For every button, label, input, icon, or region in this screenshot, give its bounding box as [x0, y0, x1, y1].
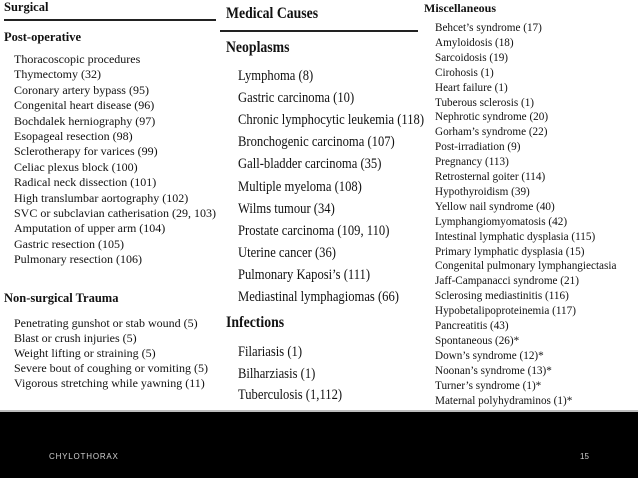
- list-item: Gall-bladder carcinoma (35): [238, 156, 382, 173]
- list-item: Gorham’s syndrome (22): [435, 126, 548, 139]
- list-item: Spontaneous (26)*: [435, 334, 520, 347]
- list-item: Chronic lymphocytic leukemia (118): [238, 112, 425, 129]
- list-item: Tuberculosis (1,112): [238, 387, 343, 403]
- list-item: Nephrotic syndrome (20): [435, 111, 549, 124]
- list-item: Cirohosis (1): [435, 66, 494, 79]
- list-item: Post-irradiation (9): [435, 141, 521, 154]
- list-item: Filariasis (1): [238, 344, 303, 360]
- list-item: Maternal polyhydraminos (1)*: [435, 394, 573, 407]
- list-item: Noonan’s syndrome (13)*: [435, 364, 552, 377]
- list-item: Primary lymphatic dysplasia (15): [435, 245, 585, 258]
- list-item: Blast or crush injuries (5): [14, 330, 137, 345]
- list-item: Intestinal lymphatic dysplasia (115): [435, 230, 596, 243]
- list-item: Behcet’s syndrome (17): [435, 22, 542, 34]
- medical-heading: Medical Causes: [226, 5, 319, 22]
- list-item: Hypobetalipoproteinemia (117): [435, 305, 576, 318]
- list-item: Tuberous sclerosis (1): [435, 96, 535, 109]
- list-item: Coronary artery bypass (95): [14, 82, 149, 97]
- list-item: Pancreatitis (43): [435, 320, 509, 332]
- list-item: Uterine cancer (36): [238, 244, 336, 261]
- trauma-heading: Non-surgical Trauma: [4, 291, 119, 305]
- infections-heading: Infections: [226, 314, 285, 331]
- list-item: Mediastinal lymphagiomas (66): [238, 289, 399, 305]
- list-item: Vigorous stretching while yawning (11): [14, 375, 205, 390]
- list-item: Congenital heart disease (96): [14, 98, 155, 113]
- list-item: Turner’s syndrome (1)*: [435, 379, 542, 392]
- list-item: Thymectomy (32): [14, 67, 101, 82]
- list-item: Sarcoidosis (19): [435, 51, 509, 64]
- list-item: Retrosternal goiter (114): [435, 171, 546, 183]
- list-item: Pregnancy (113): [435, 156, 509, 169]
- neoplasms-heading: Neoplasms: [226, 39, 290, 56]
- list-item: Yellow nail syndrome (40): [435, 200, 555, 213]
- medical-divider: [220, 30, 418, 32]
- list-item: Severe bout of coughing or vomiting (5): [14, 360, 208, 375]
- list-item: SVC or subclavian catherisation (29, 103): [14, 206, 216, 220]
- list-item: Amputation of upper arm (104): [14, 221, 166, 236]
- list-item: Sclerotherapy for varices (99): [14, 144, 158, 159]
- list-item: Bochdalek herniography (97): [14, 113, 156, 128]
- list-item: Hypothyroidism (39): [435, 185, 530, 198]
- slide-footer: [0, 412, 638, 478]
- list-item: Weight lifting or straining (5): [14, 345, 156, 360]
- postop-heading: Post-operative: [4, 30, 82, 44]
- list-item: Esopageal resection (98): [14, 129, 133, 143]
- list-item: Congenital pulmonary lymphangiectasia: [435, 260, 617, 273]
- list-item: Sclerosing mediastinitis (116): [435, 290, 569, 303]
- list-item: Bronchogenic carcinoma (107): [238, 134, 395, 151]
- list-item: Thoracoscopic procedures: [14, 52, 141, 66]
- list-item: Penetrating gunshot or stab wound (5): [14, 316, 198, 330]
- footer-title: CHYLOTHORAX: [49, 452, 119, 461]
- list-item: Celiac plexus block (100): [14, 159, 138, 174]
- misc-heading: Miscellaneous: [424, 1, 496, 15]
- list-item: Radical neck dissection (101): [14, 175, 157, 190]
- list-item: Down’s syndrome (12)*: [435, 349, 544, 362]
- list-item: Gastric carcinoma (10): [238, 90, 355, 107]
- list-item: Amyloidosis (18): [435, 36, 514, 49]
- list-item: Wilms tumour (34): [238, 200, 335, 217]
- page-number: 15: [580, 452, 589, 461]
- list-item: Gastric resection (105): [14, 236, 124, 251]
- surgical-divider: [4, 19, 216, 21]
- list-item: Jaff-Campanacci syndrome (21): [435, 275, 579, 288]
- list-item: Lymphangiomyomatosis (42): [435, 215, 568, 228]
- list-item: Bilharziasis (1): [238, 365, 316, 382]
- list-item: Pulmonary Kaposi’s (111): [238, 266, 371, 283]
- list-item: Multiple myeloma (108): [238, 178, 362, 195]
- list-item: Heart failure (1): [435, 81, 508, 94]
- list-item: Prostate carcinoma (109, 110): [238, 222, 390, 239]
- surgical-heading: Surgical: [4, 0, 49, 14]
- list-item: High translumbar aortography (102): [14, 190, 189, 205]
- list-item: Pulmonary resection (106): [14, 252, 142, 267]
- list-item: Lymphoma (8): [238, 68, 314, 84]
